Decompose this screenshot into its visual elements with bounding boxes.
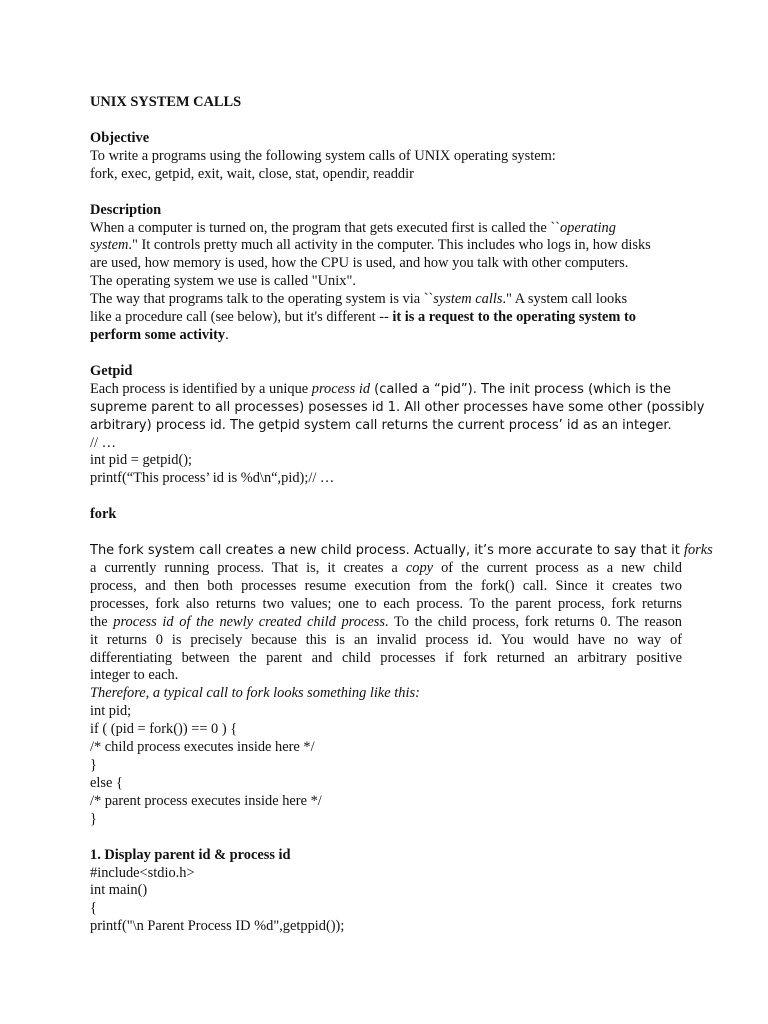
getpid-line: Each process is identified by a unique process id (called a “pid”). The init process (which is the [90,380,671,397]
fork-line: it returns 0 is precisely because this is an invalid process id. You would have no way of [90,631,682,648]
code-line: #include<stdio.h> [90,864,195,881]
code-line: int pid = getpid(); [90,452,193,469]
code-line: int pid; [90,703,132,720]
fork-line: The fork system call creates a new child process. Actually, it’s more accurate to say that it forks [90,542,713,559]
getpid-heading: Getpid [90,362,133,379]
fork-line: a currently running process. That is, it creates a copy of the current process as a new child [90,560,682,577]
code-line: if ( (pid = fork()) == 0 ) { [90,721,238,738]
fork-line: the process id of the newly created child process. To the child process, fork returns 0. The reason [90,613,682,630]
objective-syscall-list: fork, exec, getpid, exit, wait, close, stat, opendir, readdir [90,165,414,182]
document-title: UNIX SYSTEM CALLS [90,94,242,110]
description-line: are used, how memory is used, how the CPU is used, and how you talk with other computers. [90,255,629,272]
description-line: system." It controls pretty much all activity in the computer. This includes who logs in, how disks [90,237,651,254]
code-line: printf("\n Parent Process ID %d",getppid()); [90,918,345,935]
objective-heading: Objective [90,129,150,146]
getpid-line: supreme parent to all processes) posesses id 1. All other processes have some other (possibly [90,399,705,415]
code-line: } [90,757,97,773]
code-line: // … [90,434,116,451]
description-heading: Description [90,201,162,218]
fork-line: process, and then both processes resume execution from the fork() call. Since it creates two [90,577,682,594]
code-line: else { [90,774,123,791]
description-line: like a procedure call (see below), but it's different -- it is a request to the operating system to [90,309,636,326]
objective-line: To write a programs using the following system calls of UNIX operating system: [90,147,556,164]
code-line: /* child process executes inside here */ [90,739,315,756]
code-line: { [90,900,97,917]
fork-line: Therefore, a typical call to fork looks something like this: [90,685,420,702]
description-line: perform some activity. [90,326,229,343]
description-line: The operating system we use is called "Unix". [90,273,356,290]
description-line: The way that programs talk to the operating system is via ``system calls." A system call looks [90,291,628,308]
fork-line: processes, fork also returns two values; one to each process. To the parent process, fork returns [90,595,682,612]
code-line: int main() [90,882,148,899]
code-line: /* parent process executes inside here */ [90,792,322,809]
section1-heading: 1. Display parent id & process id [90,846,291,863]
fork-line: integer to each. [90,667,179,684]
description-line: When a computer is turned on, the program that gets executed first is called the ``operating [90,219,616,236]
fork-line: differentiating between the parent and child processes if fork returned an arbitrary positive [90,649,682,666]
getpid-line: arbitrary) process id. The getpid system call returns the current process’ id as an integer. [90,417,672,433]
code-line: } [90,810,97,827]
code-line: printf(“This process’ id is %d\n“,pid);// … [90,470,335,487]
fork-heading: fork [90,506,117,523]
